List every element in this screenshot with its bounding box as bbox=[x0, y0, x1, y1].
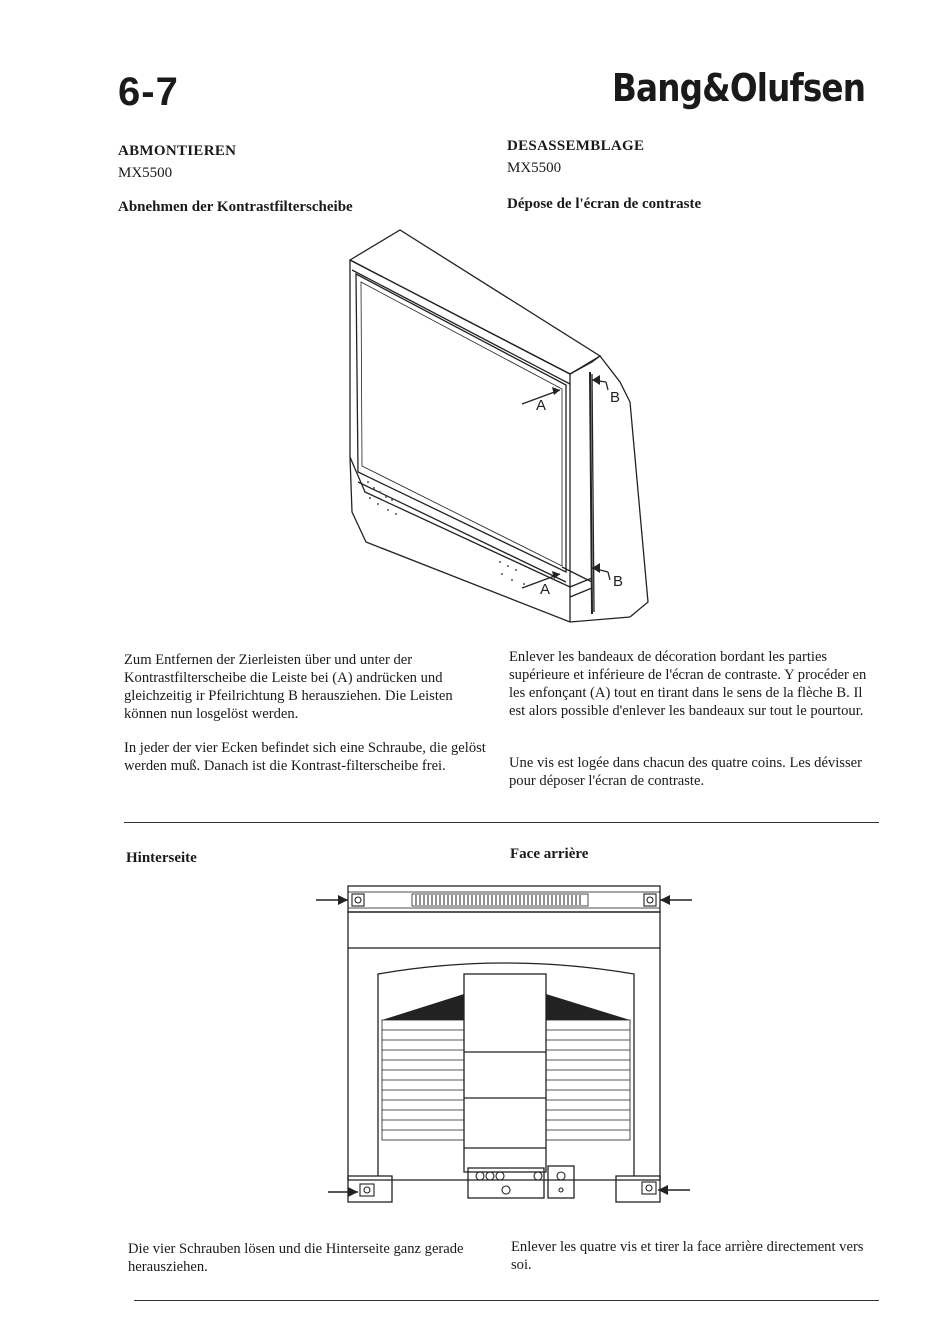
paragraph-fr-1: Enlever les bandeaux de décoration bordant les parties supérieure et inférieure de l'écran de contraste. Y procéder en les enfonçant (A) tout en tirant dans le sens de la flèche B. Il est alors possible d'enlever les bandeaux sur tout le pourtour. bbox=[509, 649, 867, 719]
label-b-bottom: B bbox=[613, 573, 624, 590]
label-a-top: A bbox=[536, 397, 547, 414]
paragraph-de-2: In jeder der vier Ecken befindet sich eine Schraube, die gelöst werden muß. Danach ist die Kontrast-filterscheibe frei. bbox=[124, 740, 486, 774]
rear-title-de: Hinterseite bbox=[126, 850, 197, 866]
brand-logo: Bang&Olufsen bbox=[612, 66, 866, 110]
model-fr: MX5500 bbox=[507, 160, 562, 176]
divider-top bbox=[124, 822, 879, 823]
heading-de: ABMONTIEREN bbox=[118, 143, 237, 159]
rear-text-de: Die vier Schrauben lösen und die Hinterseite ganz gerade herausziehen. bbox=[128, 1241, 464, 1275]
label-b-top: B bbox=[610, 389, 621, 406]
subheading-fr: Dépose de l'écran de contraste bbox=[507, 196, 702, 212]
model-de: MX5500 bbox=[118, 165, 173, 181]
label-a-bottom: A bbox=[540, 581, 551, 598]
paragraph-de-1: Zum Entfernen der Zierleisten über und unter der Kontrastfilterscheibe die Leiste bei (A) andrücken und gleichzeitig ir Pfeilrichtung B herausziehen. Die Leisten können nun losgelöst werden. bbox=[124, 652, 453, 722]
page-number: 6-7 bbox=[118, 70, 179, 114]
heading-fr: DESASSEMBLAGE bbox=[507, 138, 645, 154]
subheading-de: Abnehmen der Kontrastfilterscheibe bbox=[118, 199, 353, 215]
rear-text-fr: Enlever les quatre vis et tirer la face arrière directement vers soi. bbox=[511, 1239, 864, 1273]
paragraph-fr-2: Une vis est logée dans chacun des quatre coins. Les dévisser pour déposer l'écran de contraste. bbox=[509, 755, 862, 789]
tv-front-diagram bbox=[330, 222, 660, 632]
rear-title-fr: Face arrière bbox=[510, 846, 589, 862]
tv-rear-diagram bbox=[312, 880, 696, 1210]
divider-bottom bbox=[134, 1300, 879, 1301]
